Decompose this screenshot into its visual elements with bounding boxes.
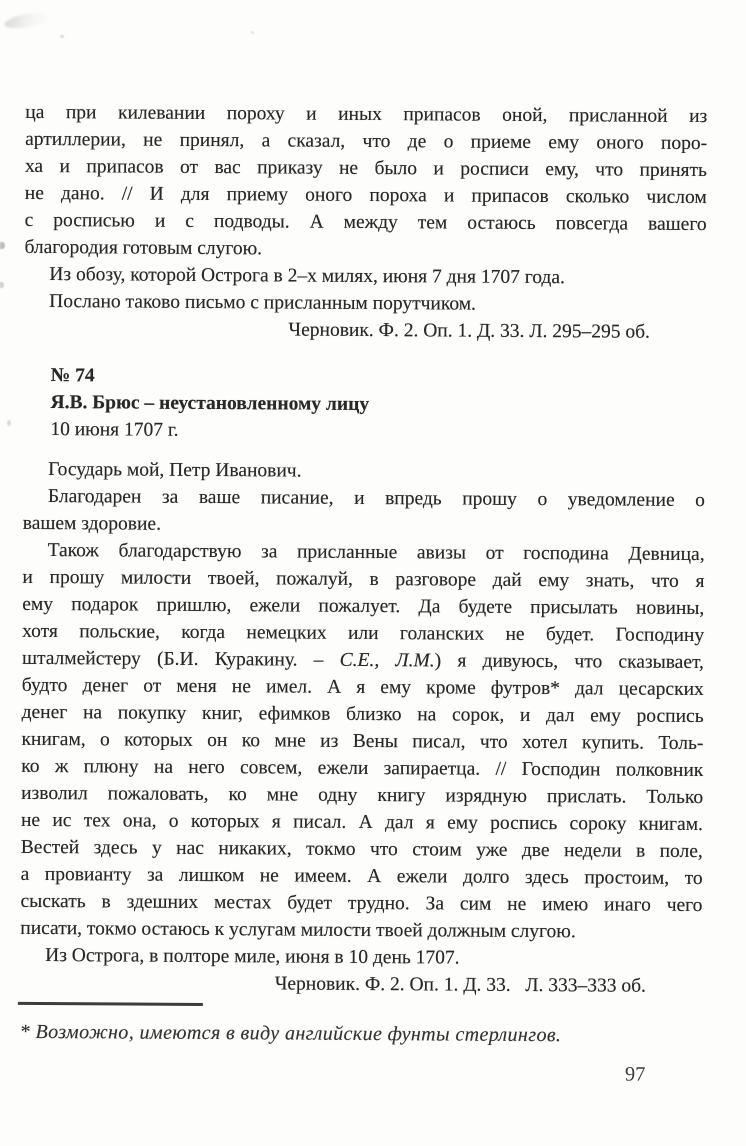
letter-closing-line: Из обозу, которой Острога в 2–х милях, июня 7 дня 1707 года. <box>49 264 565 289</box>
body-line: а провианту за лишком не имеем. А ежели долго здесь простоим, то <box>20 863 703 890</box>
body-line: Також благодарствую за присланные авизы от господина Девница, <box>47 540 705 566</box>
body-line: писати, токмо остаюсь к услугам милости твоей должным слугою. <box>20 917 576 943</box>
body-line: денег на покупку книг, ефимков близко на сорок, и дал ему роспись <box>21 701 704 728</box>
continuation-line: ца при килевании пороху и иных припасов оной, присланной из <box>25 101 708 128</box>
salutation: Государь мой, Петр Иванович. <box>48 459 302 482</box>
letter-number: № 74 <box>50 365 95 387</box>
body-line: ему подарок пришлю, ежели пожалует. Да будете присылать новины, <box>22 593 705 620</box>
body-line: будто денег от меня не имел. А я ему кроме футров* дал цесарских <box>21 674 704 701</box>
body-line: хотя польские, когда немецких или голанских не будет. Господину <box>22 620 705 647</box>
editorial-initials: С.Е., Л.М. <box>339 649 435 672</box>
letter-date: 10 июня 1707 г. <box>50 419 179 441</box>
body-line: вашем здоровие. <box>22 512 162 535</box>
continuation-line: с росписью и с подводы. А между тем остаюсь повсегда вашего <box>24 209 707 236</box>
body-text: ) я дивуюсь, что сказывает, <box>434 650 705 674</box>
body-line: книгам, о которых он ко мне из Вены писал, что хотел купить. Толь- <box>21 728 704 755</box>
footnote-text: * Возможно, имеются в виду английские фунты стерлингов. <box>19 1020 562 1047</box>
body-line: Вестей здесь у нас никаких, токмо что стоим уже две недели в поле, <box>20 836 703 863</box>
continuation-line: ха и припасов от вас приказу не было и росписи ему, что принять <box>24 155 708 182</box>
body-line: изволил пожаловать, ко мне одну книгу изрядную прислать. Только <box>21 782 704 809</box>
continuation-line: не дано. // И для приему оного пороха и припасов сколько числом <box>24 182 707 209</box>
body-text: шталмейстеру (Б.И. Куракину. – <box>21 647 340 671</box>
footnote-rule <box>18 1002 203 1006</box>
continuation-line: благородия готовым слугою. <box>24 236 263 260</box>
body-line: и прошу милости твоей, пожалуй, в разговоре дай ему знать, что я <box>22 566 705 593</box>
body-line: сыскать в здешних местах будет трудно. За сим не имею инаго чего <box>20 890 703 917</box>
text-block <box>20 99 707 1000</box>
body-line: не ис тех она, о которых я писал. А дал я ему роспись сороку книгам. <box>20 809 704 836</box>
archive-reference: Черновик. Ф. 2. Оп. 1. Д. 33. Л. 333–333 об. <box>274 973 647 997</box>
continuation-line: артиллерии, не принял, а сказал, что де о приеме ему оного поро- <box>25 128 708 155</box>
page-number: 97 <box>624 1063 646 1086</box>
letter-title: Я.В. Брюс – неустановленному лицу <box>50 392 370 415</box>
body-line: ко ж плюну на него совсем, ежели запираетца. // Господин полковник <box>21 755 704 782</box>
letter-closing-line: Послано таково письмо с присланным порутчиком. <box>49 291 477 315</box>
body-line: Благодарен за ваше писание, и впредь прошу о уведомление о <box>47 486 706 512</box>
body-line-editorial-note <box>22 645 704 676</box>
archive-reference: Черновик. Ф. 2. Оп. 1. Д. 33. Л. 295–295 об. <box>288 319 651 343</box>
letter-closing-line: Из Острога, в полторе миле, июня в 10 день 1707. <box>45 945 460 969</box>
